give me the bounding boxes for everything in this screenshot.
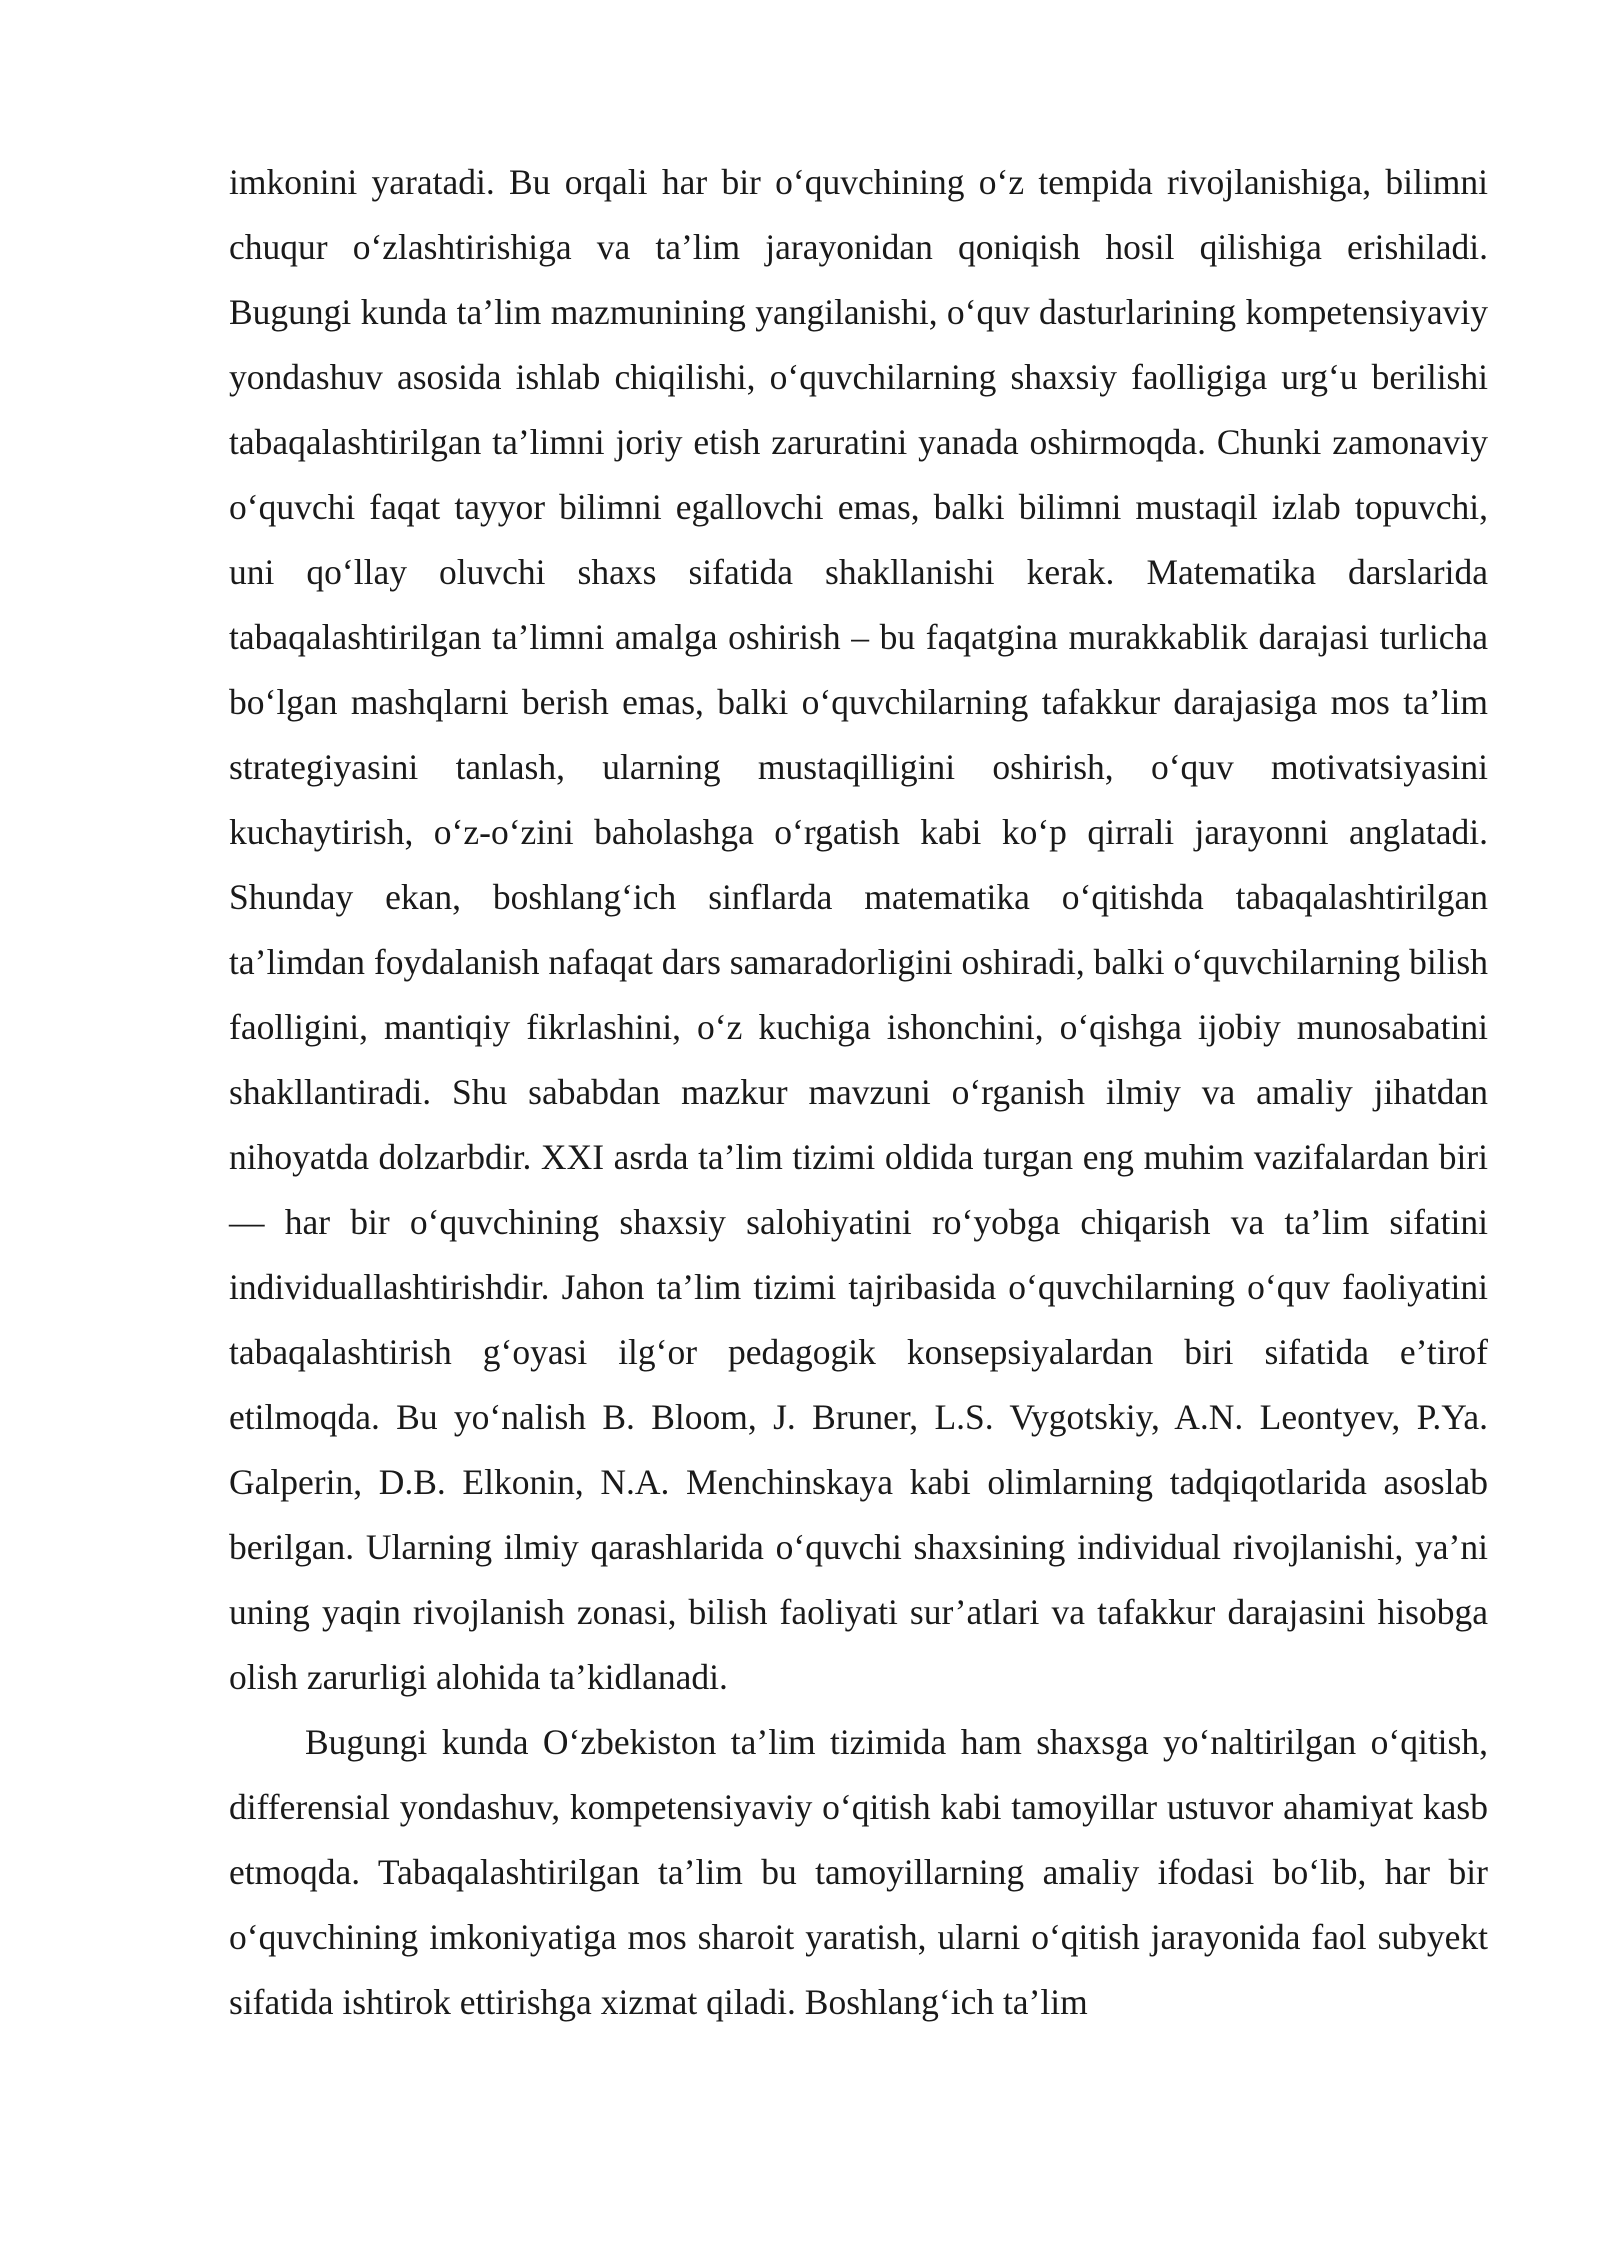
paragraph-continuation: imkonini yaratadi. Bu orqali har bir oʻquvchining oʻz tempida rivojlanishiga, bilimni chuqur oʻzlashtirishiga va ta’lim jarayonidan qoniqish hosil qilishiga erishiladi. Bugungi kunda ta’lim mazmunining yangilanishi, oʻquv dasturlarining kompetensiyaviy yondashuv asosida ishlab chiqilishi, oʻquvchilarning shaxsiy faolligiga urgʻu berilishi tabaqalashtirilgan ta’limni joriy etish zaruratini yanada oshirmoqda. Chunki zamonaviy oʻquvchi faqat tayyor bilimni egallovchi emas, balki bilimni mustaqil izlab topuvchi, uni qoʻllay oluvchi shaxs sifatida shakllanishi kerak. Matematika darslarida tabaqalashtirilgan ta’limni amalga oshirish – bu faqatgina murakkablik darajasi turlicha boʻlgan mashqlarni berish emas, balki oʻquvchilarning tafakkur darajasiga mos ta’lim strategiyasini tanlash, ularning mustaqilligini oshirish, oʻquv motivatsiyasini kuchaytirish, oʻz-oʻzini baholashga oʻrgatish kabi koʻp qirrali jarayonni anglatadi. Shunday ekan, boshlangʻich sinflarda matematika oʻqitishda tabaqalashtirilgan ta’limdan foydalanish nafaqat dars samaradorligini oshiradi, balki oʻquvchilarning bilish faolligini, mantiqiy fikrlashini, oʻz kuchiga ishonchini, oʻqishga ijobiy munosabatini shakllantiradi. Shu sababdan mazkur mavzuni oʻrganish ilmiy va amaliy jihatdan nihoyatda dolzarbdir. XXI asrda ta’lim tizimi oldida turgan eng muhim vazifalardan biri — har bir oʻquvchining shaxsiy salohiyatini roʻyobga chiqarish va ta’lim sifatini individuallashtirishdir. Jahon ta’lim tizimi tajribasida oʻquvchilarning oʻquv faoliyatini tabaqalashtirish gʻoyasi ilgʻor pedagogik konsepsiyalardan biri sifatida e’tirof etilmoqda. Bu yoʻnalish B. Bloom, J. Bruner, L.S. Vygotskiy, A.N. Leontyev, P.Ya. Galperin, D.B. Elkonin, N.A. Menchinskaya kabi olimlarning tadqiqotlarida asoslab berilgan. Ularning ilmiy qarashlarida oʻquvchi shaxsining individual rivojlanishi, ya’ni uning yaqin rivojlanish zonasi, bilish faoliyati sur’atlari va tafakkur darajasini hisobga olish zarurligi alohida ta’kidlanadi. bbox=[229, 162, 1488, 1697]
document-body bbox=[229, 150, 1488, 2035]
paragraph-uzbekistan-education: Bugungi kunda Oʻzbekiston ta’lim tizimida ham shaxsga yoʻnaltirilgan oʻqitish, differensial yondashuv, kompetensiyaviy oʻqitish kabi tamoyillar ustuvor ahamiyat kasb etmoqda. Tabaqalashtirilgan ta’lim bu tamoyillarning amaliy ifodasi boʻlib, har bir oʻquvchining imkoniyatiga mos sharoit yaratish, ularni oʻqitish jarayonida faol subyekt sifatida ishtirok ettirishga xizmat qiladi. Boshlangʻich ta’lim bbox=[229, 1722, 1488, 2022]
